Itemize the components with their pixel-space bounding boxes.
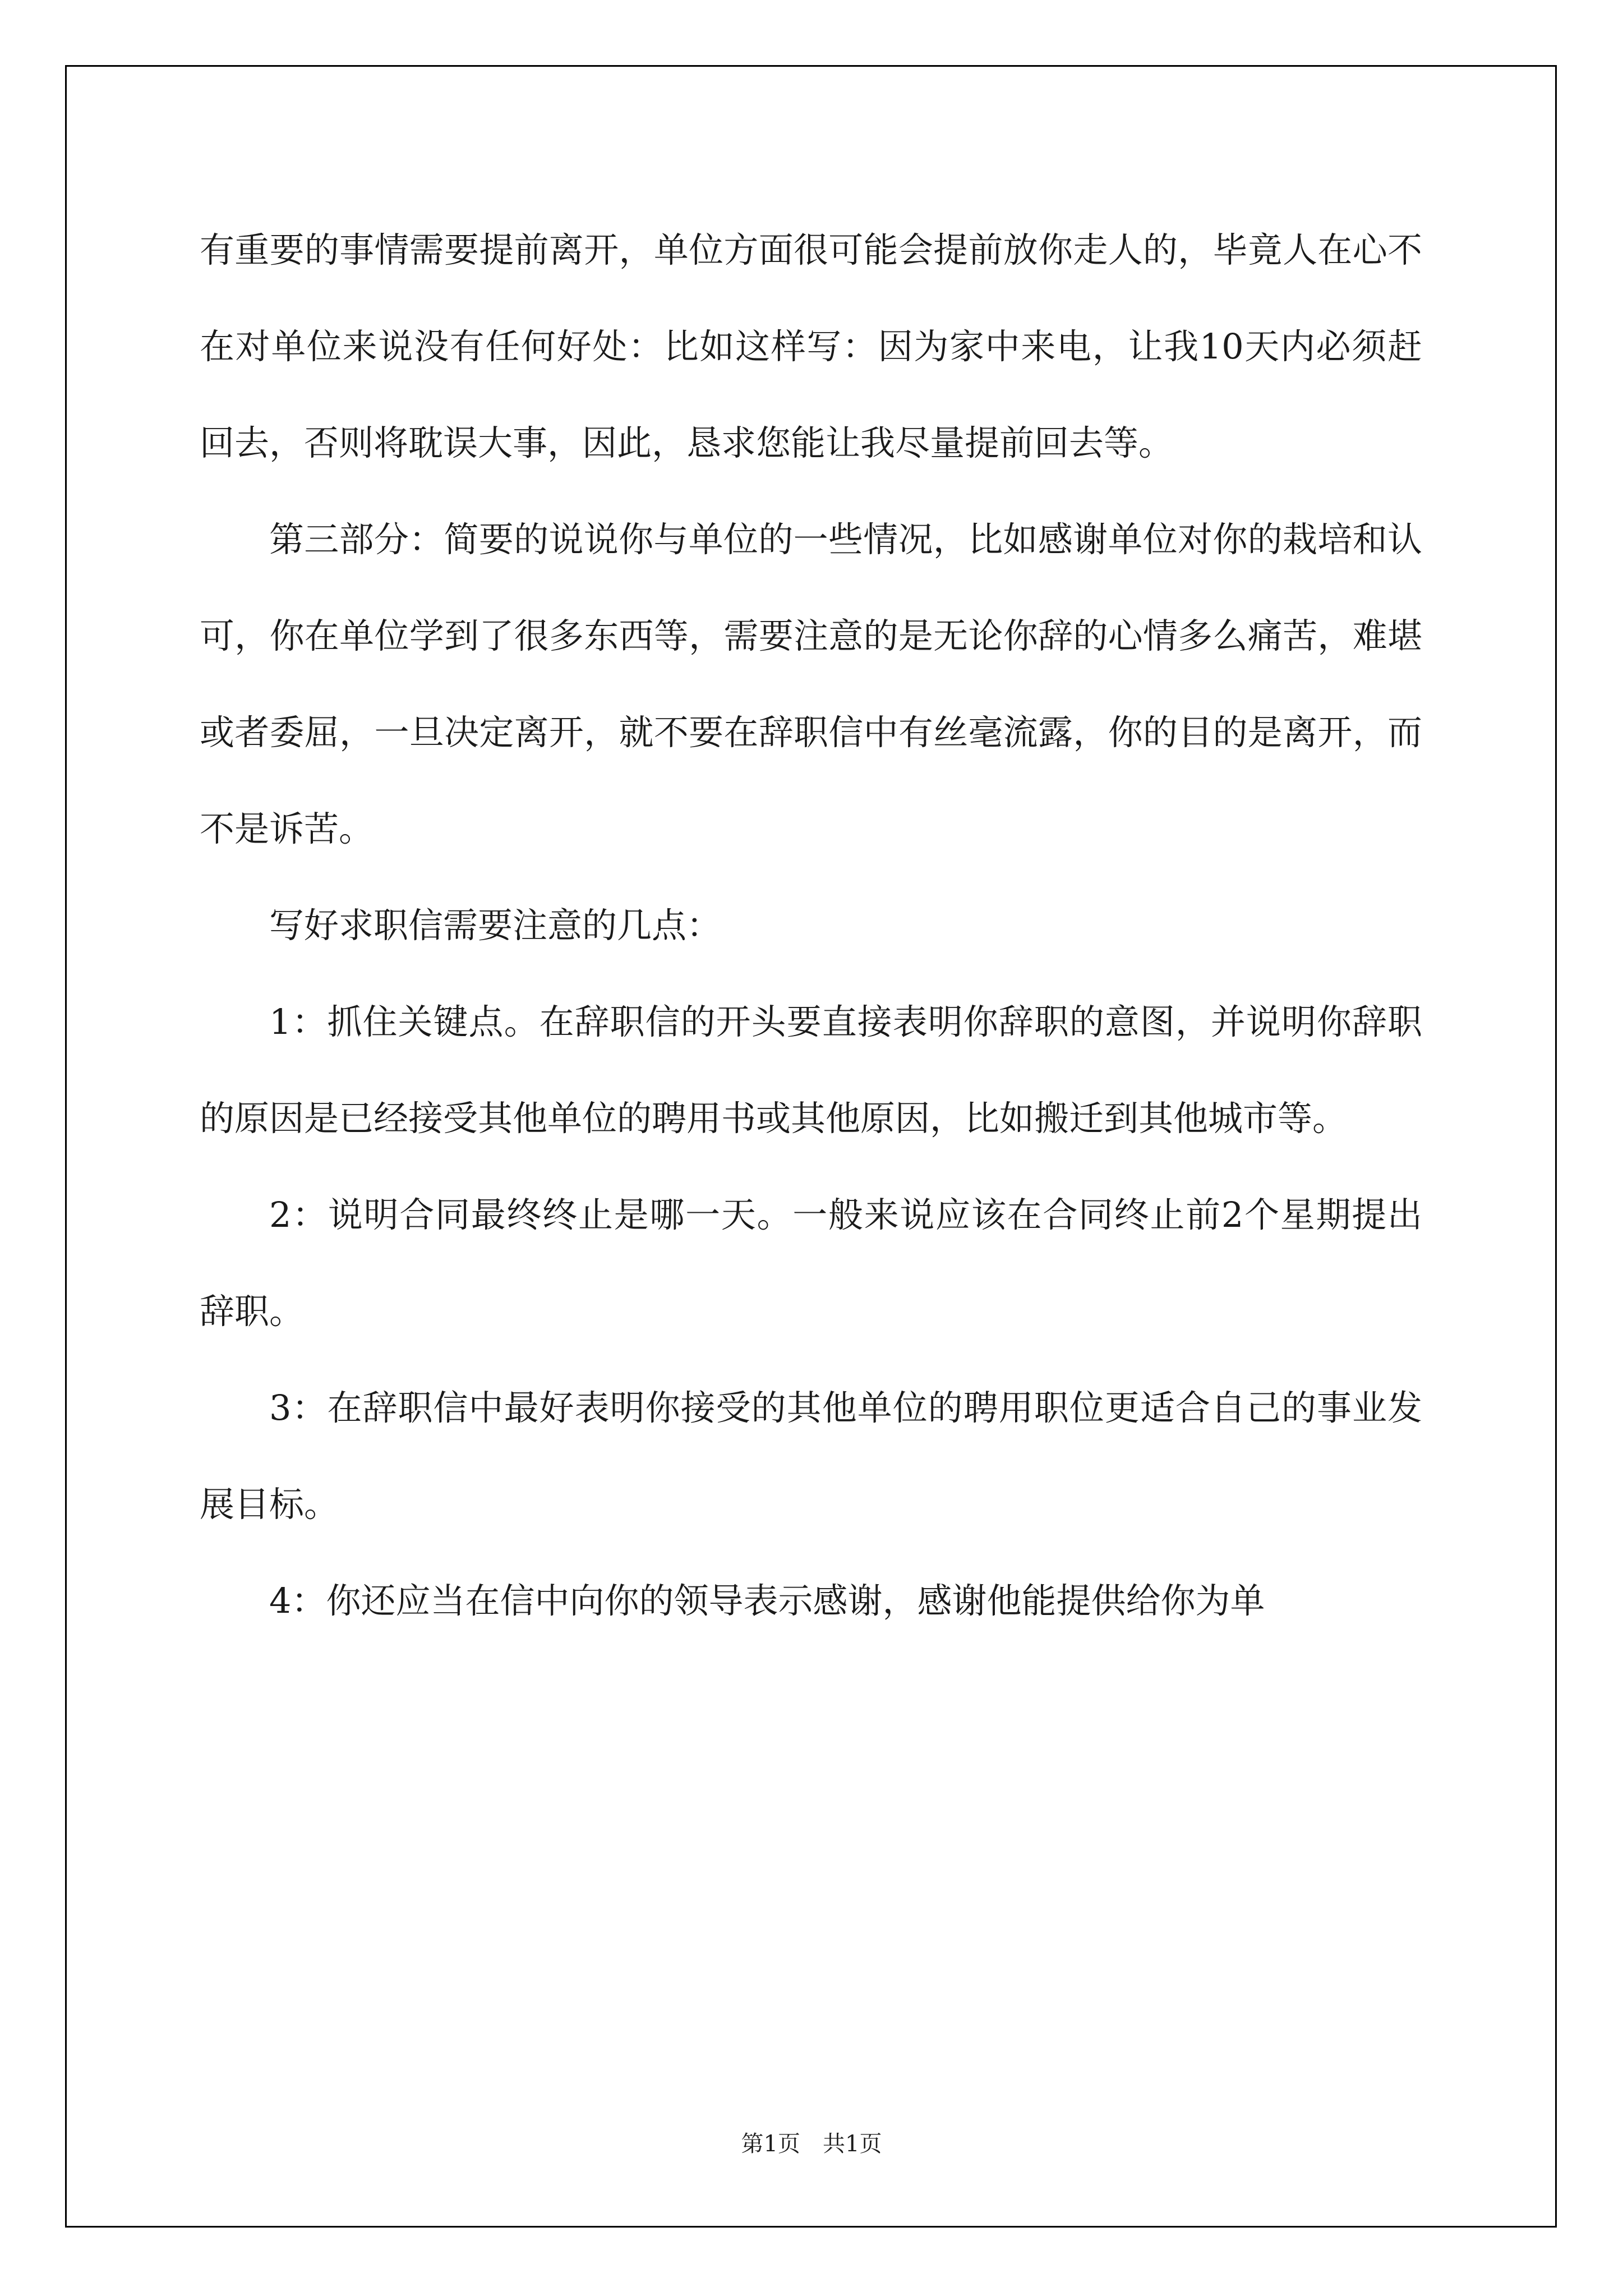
paragraph-tip-3: 3：在辞职信中最好表明你接受的其他单位的聘用职位更适合自己的事业发展目标。 [200,1387,1422,1525]
page-footer [0,2130,1623,2158]
paragraph-part-three: 第三部分：简要的说说你与单位的一些情况，比如感谢单位对你的栽培和认可，你在单位学到了很多东西等，需要注意的是无论你辞的心情多么痛苦，难堪或者委屈，一旦决定离开，就不要在辞职信中有丝毫流露，你的目的是离开，而不是诉苦。 [200,519,1422,849]
paragraph-tip-2: 2：说明合同最终终止是哪一天。一般来说应该在合同终止前2个星期提出辞职。 [200,1194,1422,1332]
paragraph-continuation: 有重要的事情需要提前离开，单位方面很可能会提前放你走人的，毕竟人在心不在对单位来说没有任何好处：比如这样写：因为家中来电，让我10天内必须赶回去，否则将耽误大事，因此，恳求您能让我尽量提前回去等。 [200,229,1422,463]
paragraph-tip-1: 1：抓住关键点。在辞职信的开头要直接表明你辞职的意图，并说明你辞职的原因是已经接受其他单位的聘用书或其他原因，比如搬迁到其他城市等。 [200,1001,1422,1139]
page-number-total: 共1页 [823,2131,882,2157]
document-body [200,202,1422,1649]
paragraph-tip-4: 4：你还应当在信中向你的领导表示感谢，感谢他能提供给你为单 [269,1580,1265,1621]
page-number-current: 第1页 [741,2131,800,2157]
paragraph-tips-heading: 写好求职信需要注意的几点： [269,905,722,946]
